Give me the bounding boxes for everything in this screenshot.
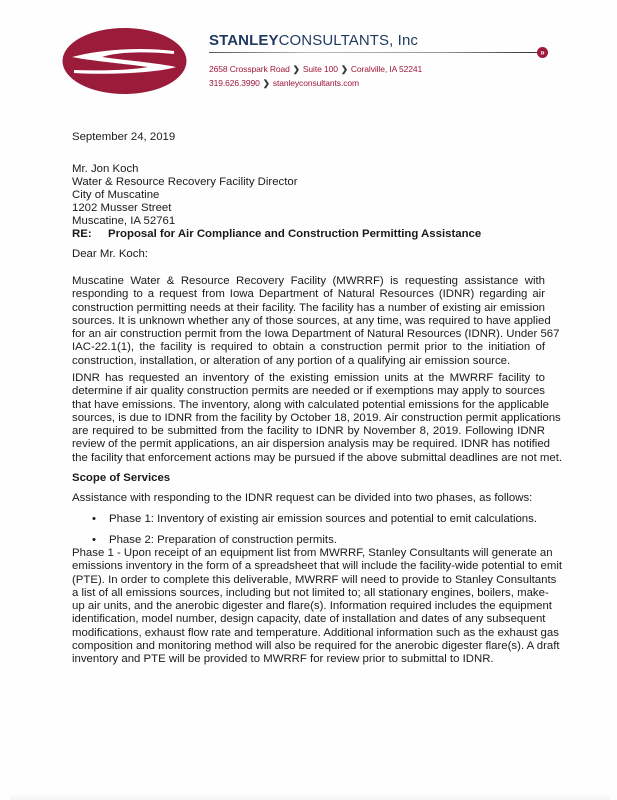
re-subject: Proposal for Air Compliance and Construction Permitting Assistance <box>108 228 482 240</box>
letterhead-rule <box>209 52 537 53</box>
recipient-city: Muscatine, IA 52761 <box>72 215 176 227</box>
chevron-separator-icon: ❯ <box>292 64 300 74</box>
chevron-separator-icon: ❯ <box>262 78 270 88</box>
bullet-icon: • <box>92 534 96 546</box>
salutation: Dear Mr. Koch: <box>72 248 148 260</box>
scope-intro: Assistance with responding to the IDNR request can be divided into two phases, as follows: <box>72 492 533 504</box>
paragraph-intro: Muscatine Water & Resource Recovery Facility (MWRRF) is requesting assistance with responding to a request from Iowa Department of Natural Resources (IDNR) regarding air construction permitting needs at their facility. The facility has a number of existing air emission sources. It is unknown whether any of those sources, at any time, was required to have applied for an air construction permit from the Iowa Department of Natural Resources (IDNR). Under 567 IAC-22.1(1), the facility is required to obtain a construction permit prior to the initiation of construction, installation, or alteration of any portion of a qualifying air emission source. <box>72 275 560 367</box>
paragraph-phase-1: Phase 1 - Upon receipt of an equipment list from MWRRF, Stanley Consultants will generate an emissions inventory in the form of a spreadsheet that will include the facility-wide potential to emit (PTE). In order to complete this deliverable, MWRRF will need to provide to Stanley Consultants a list of all emissions sources, including but not limited to; all stationary engines, boilers, make- up air units, and the anerobic digester and flare(s). Information required includes the equipment identification, model number, design capacity, date of installation and dates of any subsequent modifications, exhaust flow rate and temperature. Additional information such as the exhaust gas composition and monitoring method will also be required for the anerobic digester flare(s). A draft inventory and PTE will be provided to MWRRF for review prior to submittal to IDNR. <box>72 547 563 666</box>
recipient-street: 1202 Musser Street <box>72 202 172 214</box>
phase-1-item: Phase 1: Inventory of existing air emission sources and potential to emit calculations. <box>109 513 538 525</box>
scan-edge <box>10 792 610 800</box>
recipient-organization: City of Muscatine <box>72 189 160 201</box>
bullet-icon: • <box>92 513 96 525</box>
re-label: RE: <box>72 228 92 240</box>
recipient-name: Mr. Jon Koch <box>72 163 139 175</box>
chevron-separator-icon: ❯ <box>340 64 348 74</box>
double-chevron-icon: » <box>537 47 548 58</box>
scope-heading: Scope of Services <box>72 472 171 484</box>
company-name: STANLEYCONSULTANTS, Inc <box>209 32 418 49</box>
company-address: 2658 Crosspark Road ❯ Suite 100 ❯ Coralville, IA 52241 <box>209 64 423 74</box>
stanley-logo-icon <box>62 27 187 95</box>
recipient-title: Water & Resource Recovery Facility Director <box>72 176 298 188</box>
letter-date: September 24, 2019 <box>72 131 176 143</box>
company-phone: 319.626.3990 <box>209 78 260 88</box>
company-website[interactable]: stanleyconsultants.com <box>272 78 359 88</box>
paragraph-idnr-request: IDNR has requested an inventory of the existing emission units at the MWRRF facility to determine if air quality construction permits are needed or if exemptions may apply to sources that have emissions. The inventory, along with calculated potential emissions for the applicable sources, is due to IDNR from the facility by October 18, 2019. Air construction permit applications are required to be submitted from the facility to IDNR by November 8, 2019. Following IDNR review of the permit applications, an air dispersion analysis may be required. IDNR has notified the facility that enforcement actions may be pursued if the above submittal deadlines are not met. <box>72 372 563 464</box>
phase-2-item: Phase 2: Preparation of construction permits. <box>109 534 337 546</box>
company-contact <box>209 78 359 89</box>
